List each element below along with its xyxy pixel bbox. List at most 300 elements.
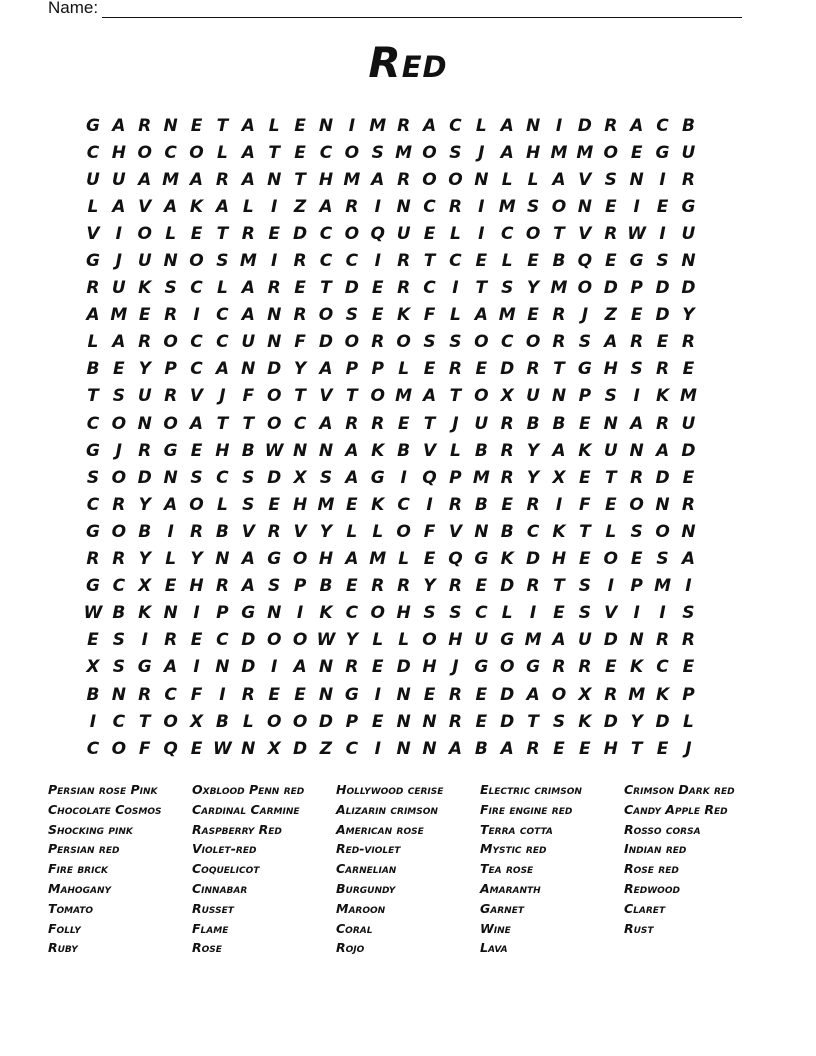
grid-letter[interactable]: E [113, 359, 125, 380]
grid-letter[interactable]: Y [423, 576, 436, 597]
grid-letter[interactable]: Y [293, 359, 307, 380]
grid-letter[interactable]: I [685, 576, 692, 597]
grid-letter[interactable]: U [86, 169, 100, 190]
grid-letter[interactable]: N [241, 359, 256, 380]
grid-letter[interactable]: I [555, 115, 563, 136]
grid-letter[interactable]: I [219, 684, 226, 705]
grid-letter[interactable]: R [189, 521, 204, 542]
grid-letter[interactable]: I [529, 603, 537, 624]
grid-letter[interactable]: N [215, 549, 230, 570]
grid-letter[interactable]: D [603, 278, 618, 299]
grid-letter[interactable]: U [603, 440, 618, 461]
grid-letter[interactable]: R [448, 684, 462, 705]
grid-letter[interactable]: L [216, 494, 228, 515]
grid-letter[interactable]: E [371, 278, 384, 299]
grid-letter[interactable]: W [213, 738, 232, 759]
grid-letter[interactable]: N [474, 521, 489, 542]
grid-letter[interactable]: A [474, 305, 488, 326]
grid-letter[interactable]: M [395, 386, 413, 407]
grid-letter[interactable]: V [604, 603, 618, 624]
grid-letter[interactable]: A [112, 115, 126, 136]
grid-letter[interactable]: T [346, 386, 358, 407]
grid-letter[interactable]: L [242, 196, 254, 217]
grid-letter[interactable]: I [400, 467, 407, 488]
grid-letter[interactable]: T [138, 711, 151, 732]
grid-letter[interactable]: I [296, 603, 304, 624]
grid-letter[interactable]: Q [422, 467, 437, 488]
grid-letter[interactable]: B [319, 576, 333, 597]
grid-letter[interactable]: E [579, 467, 591, 488]
grid-letter[interactable]: R [397, 169, 411, 190]
grid-letter[interactable]: L [165, 223, 177, 244]
grid-letter[interactable]: E [579, 738, 591, 759]
grid-letter[interactable]: R [552, 657, 566, 678]
grid-letter[interactable]: R [164, 386, 178, 407]
grid-letter[interactable]: V [319, 386, 333, 407]
grid-letter[interactable]: G [85, 115, 100, 136]
grid-letter[interactable]: M [498, 305, 516, 326]
grid-letter[interactable]: A [448, 738, 462, 759]
grid-letter[interactable]: R [293, 251, 307, 272]
grid-letter[interactable]: B [397, 440, 411, 461]
grid-letter[interactable]: Q [163, 738, 178, 759]
grid-letter[interactable]: C [656, 115, 669, 136]
grid-letter[interactable]: T [87, 386, 99, 407]
grid-letter[interactable]: R [604, 115, 618, 136]
grid-letter[interactable]: U [526, 386, 540, 407]
grid-letter[interactable]: L [501, 251, 513, 272]
grid-letter[interactable]: E [527, 251, 539, 272]
grid-letter[interactable]: Y [345, 630, 358, 651]
grid-letter[interactable]: T [320, 278, 332, 299]
grid-letter[interactable]: M [472, 467, 490, 488]
grid-letter[interactable]: D [318, 332, 334, 353]
grid-letter[interactable]: O [629, 494, 644, 515]
grid-letter[interactable]: J [581, 305, 589, 326]
grid-letter[interactable]: E [190, 115, 203, 136]
grid-letter[interactable]: N [603, 413, 618, 434]
grid-letter[interactable]: T [630, 738, 643, 759]
grid-letter[interactable]: S [630, 521, 643, 542]
grid-letter[interactable]: A [552, 630, 566, 651]
grid-letter[interactable]: Q [370, 223, 385, 244]
grid-letter[interactable]: P [164, 359, 177, 380]
grid-letter[interactable]: J [452, 413, 459, 434]
grid-letter[interactable]: G [85, 576, 100, 597]
grid-letter[interactable]: C [475, 603, 488, 624]
grid-letter[interactable]: O [396, 332, 411, 353]
grid-letter[interactable]: L [165, 549, 177, 570]
grid-letter[interactable]: O [111, 521, 127, 542]
grid-letter[interactable]: D [681, 278, 696, 299]
grid-letter[interactable]: A [345, 549, 359, 570]
grid-letter[interactable]: C [345, 251, 359, 272]
grid-letter[interactable]: N [318, 657, 334, 678]
grid-letter[interactable]: G [681, 196, 696, 217]
grid-letter[interactable]: N [318, 684, 334, 705]
grid-letter[interactable]: S [112, 630, 125, 651]
grid-letter[interactable]: X [138, 576, 152, 597]
grid-letter[interactable]: K [371, 494, 385, 515]
grid-letter[interactable]: K [138, 603, 152, 624]
grid-letter[interactable]: I [374, 196, 381, 217]
grid-letter[interactable]: C [656, 657, 669, 678]
grid-letter[interactable]: E [579, 413, 591, 434]
grid-letter[interactable]: L [372, 630, 384, 651]
grid-letter[interactable]: Y [138, 549, 151, 570]
grid-letter[interactable]: I [374, 738, 381, 759]
grid-letter[interactable]: L [216, 278, 228, 299]
grid-letter[interactable]: G [267, 549, 282, 570]
grid-letter[interactable]: A [241, 169, 255, 190]
grid-letter[interactable]: C [423, 196, 436, 217]
grid-letter[interactable]: D [137, 467, 152, 488]
grid-letter[interactable]: M [576, 142, 594, 163]
grid-letter[interactable]: T [268, 142, 280, 163]
grid-letter[interactable]: Z [293, 196, 307, 217]
grid-letter[interactable]: C [86, 142, 100, 163]
grid-letter[interactable]: I [633, 603, 640, 624]
grid-letter[interactable]: R [397, 576, 411, 597]
grid-letter[interactable]: D [241, 657, 256, 678]
grid-letter[interactable]: O [292, 630, 308, 651]
grid-letter[interactable]: S [190, 467, 203, 488]
grid-letter[interactable]: S [552, 711, 566, 732]
grid-letter[interactable]: A [604, 332, 618, 353]
grid-letter[interactable]: R [630, 467, 644, 488]
grid-letter[interactable]: E [553, 603, 565, 624]
grid-letter[interactable]: E [346, 576, 358, 597]
grid-letter[interactable]: O [266, 413, 282, 434]
grid-letter[interactable]: E [397, 413, 410, 434]
grid-letter[interactable]: O [266, 386, 282, 407]
grid-letter[interactable]: C [190, 332, 203, 353]
grid-letter[interactable]: O [370, 386, 385, 407]
grid-letter[interactable]: T [216, 223, 229, 244]
grid-letter[interactable]: C [86, 494, 100, 515]
grid-letter[interactable]: M [239, 251, 257, 272]
grid-letter[interactable]: V [293, 521, 307, 542]
grid-letter[interactable]: C [190, 359, 203, 380]
grid-letter[interactable]: U [241, 332, 256, 353]
grid-letter[interactable]: W [83, 603, 103, 624]
grid-letter[interactable]: E [268, 494, 280, 515]
grid-letter[interactable]: H [292, 494, 308, 515]
grid-letter[interactable]: O [318, 305, 334, 326]
grid-letter[interactable]: O [525, 332, 541, 353]
grid-letter[interactable]: N [318, 440, 334, 461]
grid-letter[interactable]: N [318, 115, 334, 136]
grid-letter[interactable]: S [526, 196, 540, 217]
grid-letter[interactable]: E [475, 711, 488, 732]
grid-letter[interactable]: B [86, 684, 100, 705]
grid-letter[interactable]: K [319, 603, 333, 624]
grid-letter[interactable]: Y [526, 440, 540, 461]
grid-letter[interactable]: G [344, 684, 359, 705]
grid-letter[interactable]: I [659, 169, 666, 190]
grid-letter[interactable]: C [500, 223, 514, 244]
grid-letter[interactable]: N [422, 738, 437, 759]
grid-letter[interactable]: E [682, 467, 695, 488]
grid-letter[interactable]: F [579, 494, 591, 515]
grid-letter[interactable]: R [655, 630, 670, 651]
grid-letter[interactable]: L [449, 223, 461, 244]
grid-letter[interactable]: P [630, 576, 643, 597]
grid-letter[interactable]: S [319, 467, 333, 488]
grid-letter[interactable]: E [475, 576, 488, 597]
grid-letter[interactable]: A [241, 549, 255, 570]
grid-letter[interactable]: V [189, 386, 204, 407]
grid-letter[interactable]: R [241, 684, 255, 705]
grid-letter[interactable]: Y [630, 711, 643, 732]
grid-letter[interactable]: L [268, 115, 280, 136]
grid-letter[interactable]: H [603, 738, 618, 759]
grid-letter[interactable]: I [633, 386, 640, 407]
grid-letter[interactable]: R [526, 738, 540, 759]
grid-letter[interactable]: D [396, 657, 411, 678]
grid-letter[interactable]: A [526, 684, 540, 705]
grid-letter[interactable]: E [553, 738, 565, 759]
grid-letter[interactable]: C [319, 251, 333, 272]
grid-letter[interactable]: A [164, 196, 178, 217]
grid-letter[interactable]: A [215, 359, 229, 380]
grid-letter[interactable]: S [449, 332, 462, 353]
grid-letter[interactable]: I [271, 251, 278, 272]
grid-letter[interactable]: U [111, 169, 126, 190]
grid-letter[interactable]: Q [577, 251, 593, 272]
grid-letter[interactable]: L [346, 521, 358, 542]
grid-letter[interactable]: H [318, 549, 334, 570]
grid-letter[interactable]: R [345, 196, 359, 217]
grid-letter[interactable]: C [397, 494, 410, 515]
grid-letter[interactable]: L [398, 630, 410, 651]
grid-letter[interactable]: A [319, 196, 333, 217]
grid-letter[interactable]: B [552, 413, 566, 434]
grid-letter[interactable]: R [86, 278, 100, 299]
grid-letter[interactable]: T [553, 223, 565, 244]
grid-letter[interactable]: R [500, 467, 514, 488]
grid-letter[interactable]: O [292, 549, 308, 570]
grid-letter[interactable]: E [268, 684, 280, 705]
grid-letter[interactable]: C [449, 251, 462, 272]
grid-letter[interactable]: R [241, 223, 255, 244]
grid-letter[interactable]: D [293, 223, 308, 244]
grid-letter[interactable]: C [86, 413, 100, 434]
grid-letter[interactable]: O [370, 603, 385, 624]
grid-letter[interactable]: D [267, 359, 282, 380]
grid-letter[interactable]: L [216, 142, 228, 163]
grid-letter[interactable]: I [193, 657, 200, 678]
grid-letter[interactable]: T [553, 576, 565, 597]
grid-letter[interactable]: P [345, 359, 359, 380]
grid-letter[interactable]: Y [319, 521, 333, 542]
grid-letter[interactable]: N [267, 305, 282, 326]
grid-letter[interactable]: C [319, 142, 333, 163]
grid-letter[interactable]: E [371, 305, 384, 326]
grid-letter[interactable]: E [656, 738, 669, 759]
grid-letter[interactable]: H [396, 603, 411, 624]
grid-letter[interactable]: B [552, 251, 566, 272]
grid-letter[interactable]: R [397, 115, 411, 136]
grid-letter[interactable]: X [267, 738, 281, 759]
name-field[interactable] [48, 0, 742, 18]
grid-letter[interactable]: I [452, 278, 459, 299]
grid-letter[interactable]: C [423, 278, 436, 299]
grid-letter[interactable]: O [474, 386, 489, 407]
grid-letter[interactable]: X [293, 467, 307, 488]
grid-letter[interactable]: M [654, 576, 671, 597]
grid-letter[interactable]: R [448, 494, 462, 515]
grid-letter[interactable]: U [474, 630, 489, 651]
grid-letter[interactable]: R [267, 278, 281, 299]
grid-letter[interactable]: G [85, 251, 100, 272]
grid-letter[interactable]: S [604, 169, 617, 190]
grid-letter[interactable]: A [422, 386, 437, 407]
grid-letter[interactable]: O [422, 169, 437, 190]
grid-letter[interactable]: Z [604, 305, 617, 326]
grid-letter[interactable]: R [112, 549, 126, 570]
grid-letter[interactable]: P [345, 711, 359, 732]
grid-letter[interactable]: A [112, 196, 126, 217]
grid-letter[interactable]: J [115, 440, 122, 461]
grid-letter[interactable]: G [85, 521, 100, 542]
grid-letter[interactable]: W [627, 223, 647, 244]
grid-letter[interactable]: B [500, 521, 514, 542]
grid-letter[interactable]: I [271, 196, 278, 217]
grid-letter[interactable]: R [371, 332, 385, 353]
grid-letter[interactable]: R [448, 711, 462, 732]
grid-letter[interactable]: C [112, 576, 126, 597]
grid-letter[interactable]: O [163, 711, 178, 732]
grid-letter[interactable]: R [215, 576, 229, 597]
grid-letter[interactable]: A [241, 142, 255, 163]
grid-letter[interactable]: I [478, 196, 485, 217]
grid-letter[interactable]: A [241, 576, 255, 597]
grid-letter[interactable]: O [344, 332, 360, 353]
grid-letter[interactable]: P [682, 684, 695, 705]
grid-letter[interactable]: B [474, 440, 488, 461]
grid-letter[interactable]: Z [319, 738, 333, 759]
grid-letter[interactable]: R [448, 359, 462, 380]
grid-letter[interactable]: A [345, 440, 359, 461]
grid-letter[interactable]: D [500, 684, 515, 705]
grid-letter[interactable]: O [603, 549, 618, 570]
grid-letter[interactable]: P [371, 359, 384, 380]
grid-letter[interactable]: C [164, 684, 177, 705]
grid-letter[interactable]: A [241, 115, 255, 136]
grid-letter[interactable]: O [551, 196, 567, 217]
grid-letter[interactable]: S [112, 657, 125, 678]
grid-letter[interactable]: N [655, 494, 670, 515]
grid-letter[interactable]: O [603, 142, 618, 163]
grid-letter[interactable]: M [317, 494, 335, 515]
grid-letter[interactable]: T [294, 169, 306, 190]
grid-letter[interactable]: D [500, 576, 515, 597]
grid-letter[interactable]: J [685, 738, 692, 759]
grid-letter[interactable]: D [500, 711, 515, 732]
grid-letter[interactable]: L [527, 169, 539, 190]
grid-letter[interactable]: S [423, 332, 436, 353]
grid-letter[interactable]: Y [682, 305, 695, 326]
grid-letter[interactable]: I [193, 305, 200, 326]
grid-letter[interactable]: H [318, 169, 334, 190]
grid-letter[interactable]: R [371, 413, 385, 434]
grid-letter[interactable]: E [294, 684, 306, 705]
grid-letter[interactable]: D [293, 738, 308, 759]
grid-letter[interactable]: R [604, 684, 618, 705]
grid-letter[interactable]: D [267, 467, 282, 488]
grid-letter[interactable]: N [629, 630, 644, 651]
grid-letter[interactable]: C [319, 223, 333, 244]
grid-letter[interactable]: I [89, 711, 97, 732]
grid-letter[interactable]: A [630, 115, 644, 136]
grid-letter[interactable]: C [216, 630, 229, 651]
grid-letter[interactable]: H [525, 142, 541, 163]
grid-letter[interactable]: A [319, 413, 333, 434]
grid-letter[interactable]: I [115, 223, 122, 244]
grid-letter[interactable]: R [345, 413, 359, 434]
grid-letter[interactable]: A [293, 657, 307, 678]
grid-letter[interactable]: T [604, 467, 617, 488]
grid-letter[interactable]: L [501, 169, 513, 190]
grid-letter[interactable]: O [422, 142, 437, 163]
grid-letter[interactable]: X [552, 467, 566, 488]
grid-letter[interactable]: A [500, 142, 514, 163]
grid-letter[interactable]: I [659, 223, 666, 244]
grid-letter[interactable]: B [681, 115, 695, 136]
grid-letter[interactable]: S [216, 251, 229, 272]
grid-letter[interactable]: M [628, 684, 646, 705]
grid-letter[interactable]: U [577, 630, 592, 651]
grid-letter[interactable]: S [242, 467, 255, 488]
grid-letter[interactable]: A [371, 169, 385, 190]
grid-letter[interactable]: R [397, 251, 411, 272]
grid-letter[interactable]: A [112, 332, 126, 353]
grid-letter[interactable]: S [656, 251, 669, 272]
grid-letter[interactable]: G [370, 467, 385, 488]
grid-letter[interactable]: O [422, 630, 437, 651]
grid-letter[interactable]: R [371, 576, 385, 597]
grid-letter[interactable]: F [423, 521, 436, 542]
grid-letter[interactable]: E [630, 142, 643, 163]
grid-letter[interactable]: H [111, 142, 126, 163]
grid-letter[interactable]: R [345, 657, 359, 678]
grid-letter[interactable]: N [551, 386, 567, 407]
grid-letter[interactable]: T [423, 251, 436, 272]
grid-letter[interactable]: W [316, 630, 336, 651]
grid-letter[interactable]: N [577, 196, 592, 217]
grid-letter[interactable]: E [190, 738, 203, 759]
grid-letter[interactable]: U [137, 386, 152, 407]
grid-letter[interactable]: D [655, 467, 670, 488]
grid-letter[interactable]: R [552, 305, 566, 326]
grid-letter[interactable]: R [267, 521, 281, 542]
grid-letter[interactable]: L [449, 305, 461, 326]
grid-letter[interactable]: I [633, 196, 640, 217]
grid-letter[interactable]: Y [138, 359, 151, 380]
grid-letter[interactable]: S [656, 549, 669, 570]
grid-letter[interactable]: M [524, 630, 542, 651]
grid-letter[interactable]: A [655, 440, 670, 461]
grid-letter[interactable]: O [189, 142, 204, 163]
grid-letter[interactable]: L [398, 359, 410, 380]
grid-letter[interactable]: R [500, 413, 514, 434]
grid-letter[interactable]: N [137, 413, 152, 434]
grid-letter[interactable]: B [86, 359, 100, 380]
grid-letter[interactable]: X [500, 386, 514, 407]
grid-letter[interactable]: R [578, 657, 592, 678]
grid-letter[interactable]: W [264, 440, 284, 461]
